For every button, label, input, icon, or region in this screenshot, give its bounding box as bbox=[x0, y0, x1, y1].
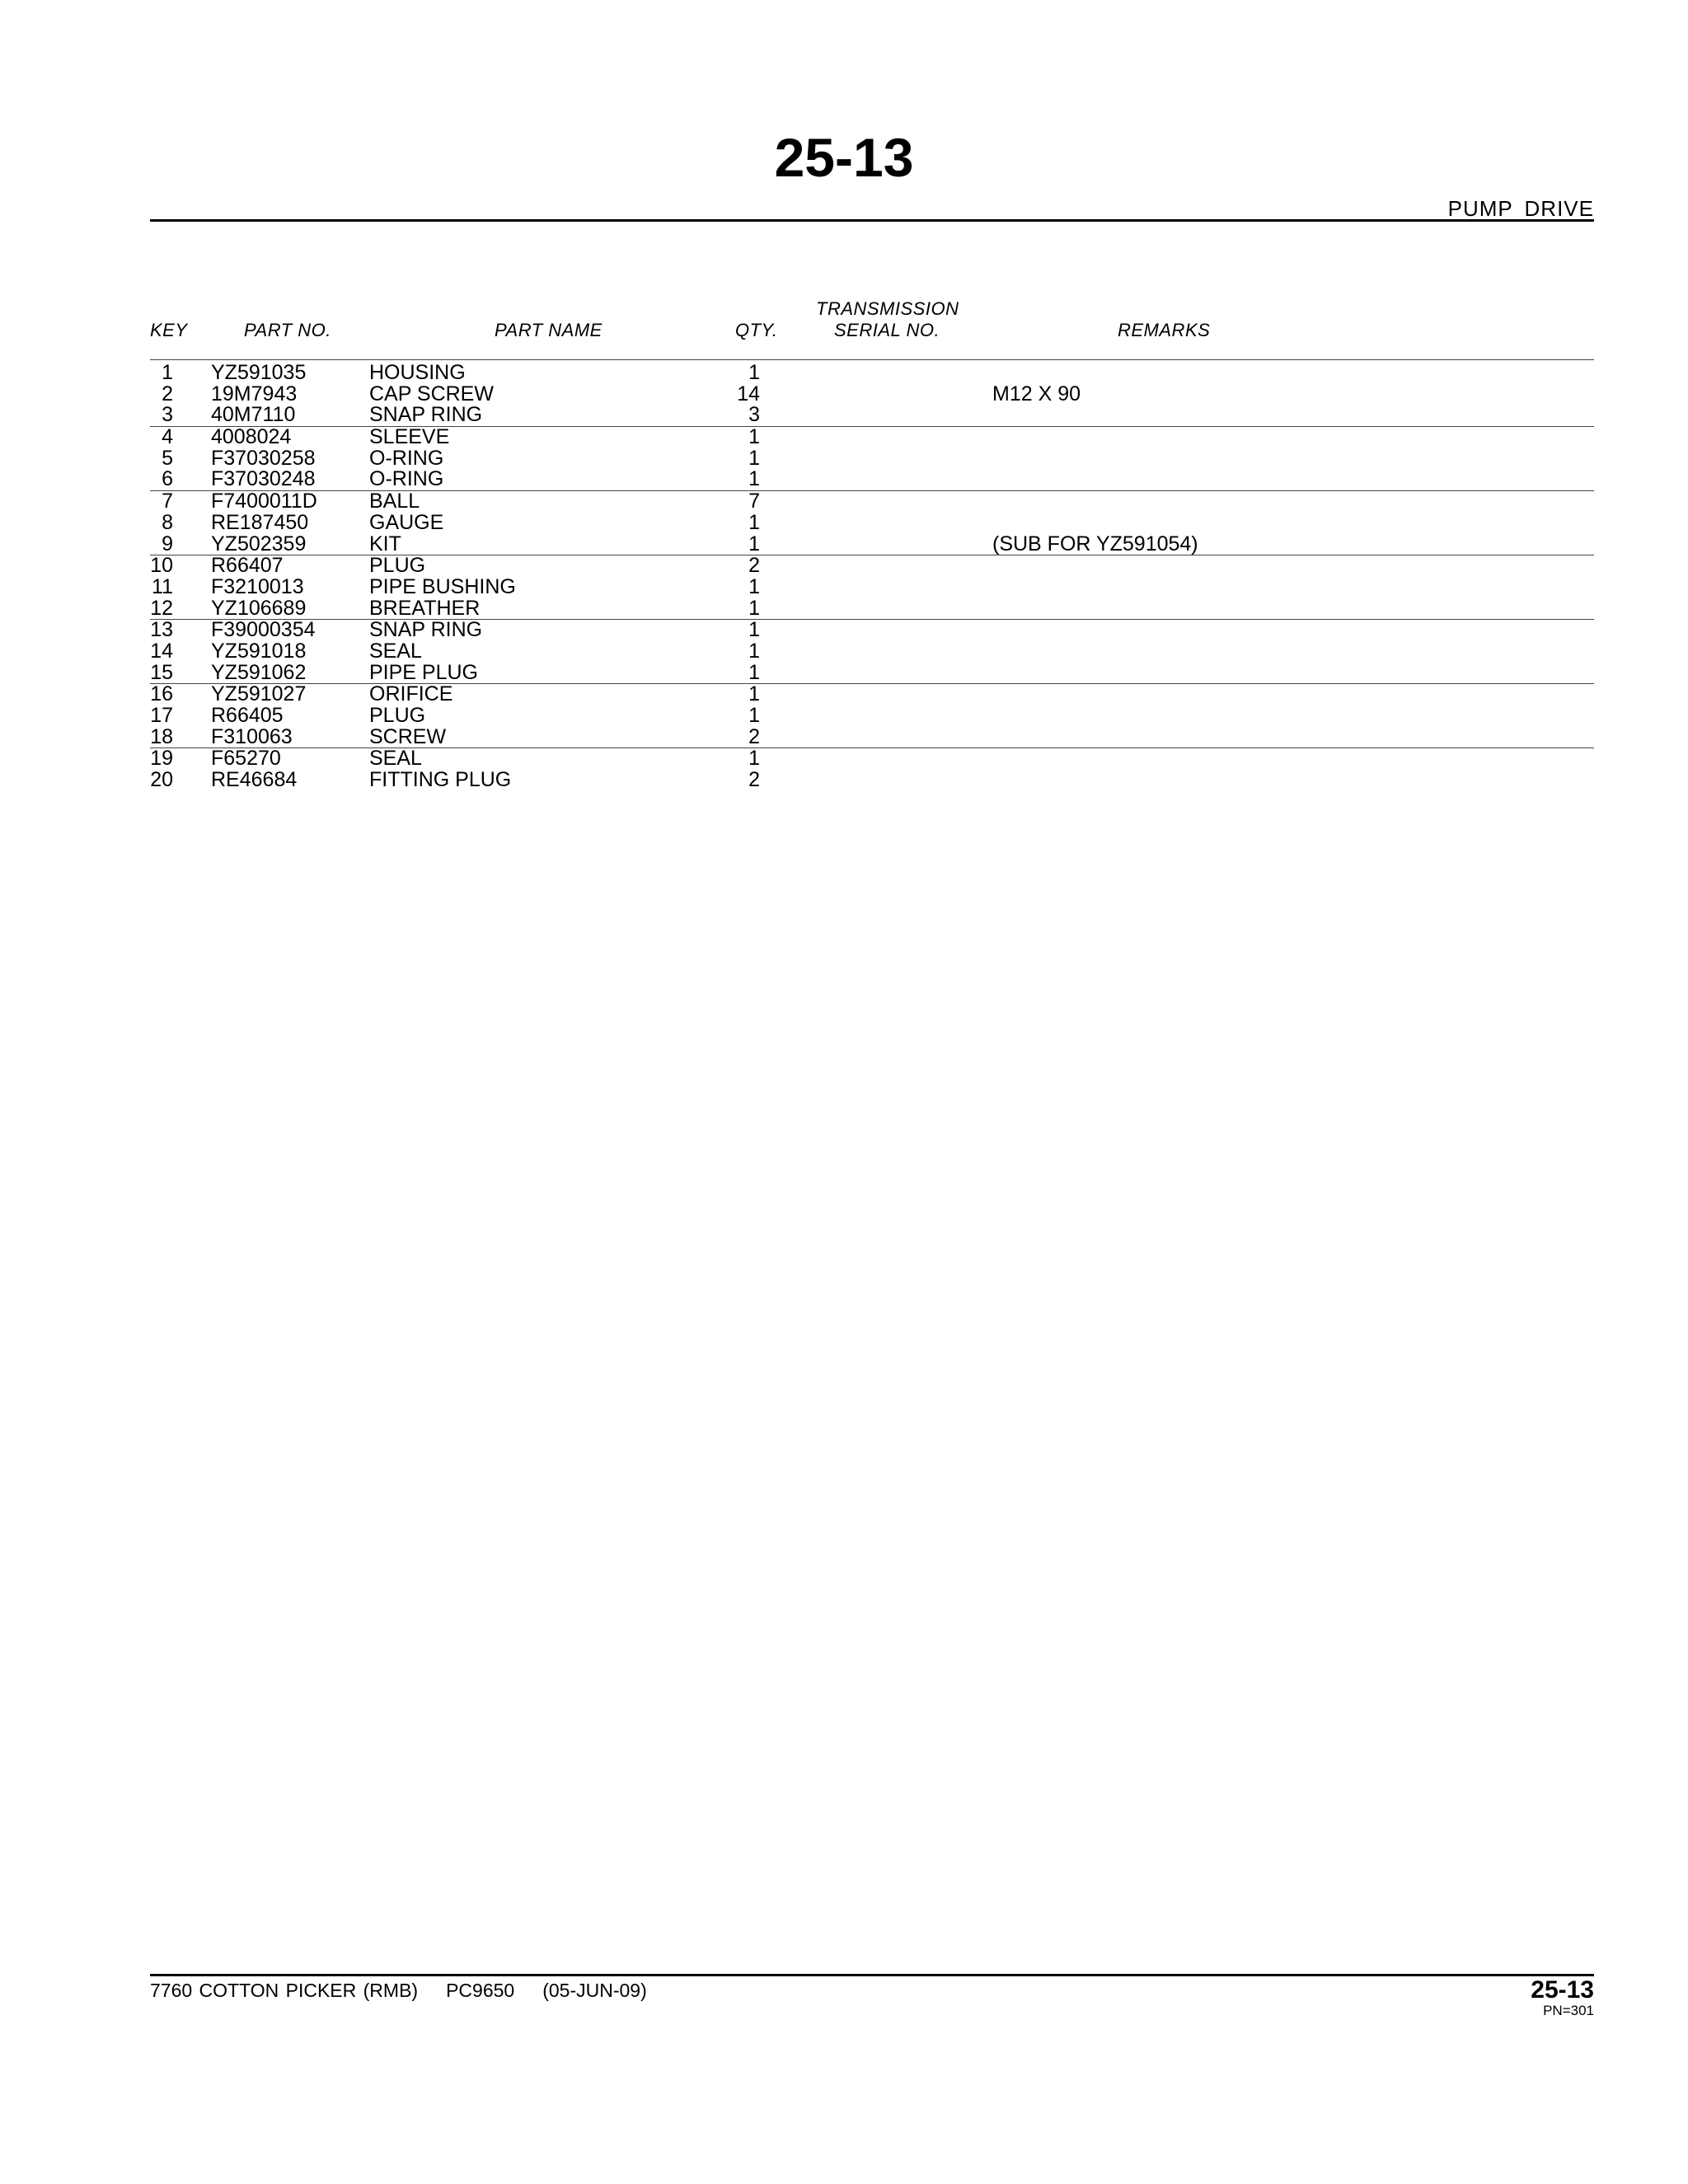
part-name-cell: SLEEVE bbox=[369, 425, 450, 449]
key-cell: 15 bbox=[150, 660, 173, 684]
part-no-cell: 4008024 bbox=[211, 425, 292, 449]
qty-value: 1 bbox=[748, 467, 760, 491]
column-header-serial-line1: TRANSMISSION bbox=[816, 298, 959, 319]
key-cell: 16 bbox=[150, 682, 173, 706]
part-no-cell: YZ502359 bbox=[211, 532, 307, 555]
part-no-cell: F7400011D bbox=[211, 490, 317, 513]
part-name-cell: FITTING PLUG bbox=[369, 768, 512, 792]
part-name-cell: GAUGE bbox=[369, 510, 444, 534]
parts-table bbox=[0, 363, 1688, 791]
qty-value: 14 bbox=[737, 382, 760, 405]
section-title: PUMP DRIVE bbox=[1447, 196, 1594, 221]
key-cell: 13 bbox=[150, 618, 173, 642]
part-no-cell: F310063 bbox=[211, 724, 293, 748]
table-row bbox=[150, 641, 1594, 663]
qty-value: 2 bbox=[748, 768, 760, 792]
table-row bbox=[150, 748, 1594, 770]
column-header-serial-line2: SERIAL NO. bbox=[834, 320, 940, 340]
parts-group bbox=[150, 748, 1594, 790]
part-no-cell: 40M7110 bbox=[211, 403, 296, 427]
footer-page-number: 25-13 bbox=[1531, 1976, 1594, 2004]
part-no-cell: F37030248 bbox=[211, 467, 316, 491]
footer-model: 7760 COTTON PICKER (RMB) bbox=[150, 1980, 419, 2001]
table-row bbox=[150, 620, 1594, 641]
part-no-cell: 19M7943 bbox=[211, 382, 298, 405]
part-name-cell: BALL bbox=[369, 490, 420, 513]
part-no-cell: F37030258 bbox=[211, 446, 316, 470]
parts-group bbox=[150, 363, 1594, 427]
key-cell: 18 bbox=[150, 724, 173, 748]
part-name-cell: SEAL bbox=[369, 639, 422, 663]
parts-group bbox=[150, 684, 1594, 748]
part-no-cell: YZ591035 bbox=[211, 361, 307, 384]
part-no-cell: RE187450 bbox=[211, 510, 309, 534]
key-cell: 5 bbox=[162, 446, 173, 470]
part-name-cell: HOUSING bbox=[369, 361, 466, 384]
table-row bbox=[150, 363, 1594, 384]
part-no-cell: YZ591062 bbox=[211, 660, 307, 684]
table-row bbox=[150, 574, 1594, 598]
part-no-cell: R66407 bbox=[211, 554, 284, 578]
table-row bbox=[150, 384, 1594, 405]
part-name-cell: SNAP RING bbox=[369, 403, 483, 427]
qty-value: 1 bbox=[748, 596, 760, 620]
part-no-cell: RE46684 bbox=[211, 768, 298, 792]
table-row bbox=[150, 405, 1594, 426]
table-row bbox=[150, 555, 1594, 577]
qty-value: 1 bbox=[748, 682, 760, 706]
qty-value: 1 bbox=[748, 747, 760, 771]
qty-value: 1 bbox=[748, 361, 760, 384]
key-cell: 1 bbox=[162, 361, 173, 384]
footer-catalog: PC9650 bbox=[446, 1980, 515, 2001]
part-no-cell: R66405 bbox=[211, 704, 284, 727]
table-row bbox=[150, 660, 1594, 684]
column-header-qty: QTY. bbox=[735, 320, 778, 340]
part-name-cell: PLUG bbox=[369, 704, 426, 727]
qty-value: 1 bbox=[748, 618, 760, 642]
footer-date: (05-JUN-09) bbox=[542, 1980, 647, 2001]
table-row bbox=[150, 427, 1594, 448]
part-name-cell: BREATHER bbox=[369, 596, 481, 620]
table-row bbox=[150, 469, 1594, 490]
column-header-part-no: PART NO. bbox=[244, 320, 331, 340]
table-row bbox=[150, 448, 1594, 470]
key-cell: 17 bbox=[150, 704, 173, 727]
header-divider bbox=[150, 219, 1594, 222]
page-title: 25-13 bbox=[774, 127, 914, 188]
parts-group bbox=[150, 491, 1594, 555]
table-row bbox=[150, 705, 1594, 727]
key-cell: 4 bbox=[162, 425, 173, 449]
key-cell: 6 bbox=[162, 467, 173, 491]
qty-value: 1 bbox=[748, 639, 760, 663]
qty-value: 7 bbox=[748, 490, 760, 513]
part-name-cell: ORIFICE bbox=[369, 682, 453, 706]
column-header-part-name: PART NAME bbox=[495, 320, 603, 340]
key-cell: 8 bbox=[162, 510, 173, 534]
key-cell: 2 bbox=[162, 382, 173, 405]
qty-value: 3 bbox=[748, 403, 760, 427]
key-cell: 10 bbox=[150, 554, 173, 578]
column-header-key: KEY bbox=[150, 320, 188, 340]
footer-pn: PN=301 bbox=[1543, 2003, 1594, 2018]
qty-value: 1 bbox=[748, 574, 760, 598]
part-name-cell: KIT bbox=[369, 532, 401, 555]
key-cell: 9 bbox=[162, 532, 173, 555]
table-row bbox=[150, 510, 1594, 534]
part-name-cell: CAP SCREW bbox=[369, 382, 494, 405]
part-no-cell: YZ106689 bbox=[211, 596, 307, 620]
table-row bbox=[150, 598, 1594, 620]
qty-value: 1 bbox=[748, 660, 760, 684]
key-cell: 19 bbox=[150, 747, 173, 771]
key-cell: 3 bbox=[162, 403, 173, 427]
table-row bbox=[150, 534, 1594, 555]
key-cell: 20 bbox=[150, 768, 173, 792]
key-cell: 12 bbox=[150, 596, 173, 620]
remarks-cell: (SUB FOR YZ591054) bbox=[992, 532, 1198, 555]
part-name-cell: PLUG bbox=[369, 554, 426, 578]
part-name-cell: SCREW bbox=[369, 724, 447, 748]
parts-group bbox=[150, 620, 1594, 684]
qty-value: 1 bbox=[748, 446, 760, 470]
part-no-cell: F3210013 bbox=[211, 574, 304, 598]
parts-group bbox=[150, 555, 1594, 620]
qty-value: 1 bbox=[748, 532, 760, 555]
part-name-cell: SEAL bbox=[369, 747, 422, 771]
parts-group bbox=[150, 427, 1594, 491]
key-cell: 14 bbox=[150, 639, 173, 663]
table-row bbox=[150, 770, 1594, 791]
footer-info bbox=[150, 1980, 675, 2002]
key-cell: 7 bbox=[162, 490, 173, 513]
qty-value: 1 bbox=[748, 425, 760, 449]
part-name-cell: O-RING bbox=[369, 467, 444, 491]
table-top-divider bbox=[150, 359, 1594, 360]
part-name-cell: PIPE BUSHING bbox=[369, 574, 516, 598]
part-no-cell: YZ591027 bbox=[211, 682, 307, 706]
qty-value: 1 bbox=[748, 510, 760, 534]
table-row bbox=[150, 724, 1594, 748]
part-name-cell: PIPE PLUG bbox=[369, 660, 478, 684]
part-no-cell: F65270 bbox=[211, 747, 281, 771]
part-no-cell: YZ591018 bbox=[211, 639, 307, 663]
qty-value: 2 bbox=[748, 554, 760, 578]
key-cell: 11 bbox=[152, 574, 173, 598]
part-name-cell: SNAP RING bbox=[369, 618, 483, 642]
table-row bbox=[150, 684, 1594, 705]
qty-value: 1 bbox=[748, 704, 760, 727]
part-name-cell: O-RING bbox=[369, 446, 444, 470]
remarks-cell: M12 X 90 bbox=[992, 382, 1081, 405]
column-header-remarks: REMARKS bbox=[1118, 320, 1211, 340]
qty-value: 2 bbox=[748, 724, 760, 748]
footer-divider bbox=[150, 1974, 1594, 1976]
table-row bbox=[150, 491, 1594, 513]
part-no-cell: F39000354 bbox=[211, 618, 316, 642]
